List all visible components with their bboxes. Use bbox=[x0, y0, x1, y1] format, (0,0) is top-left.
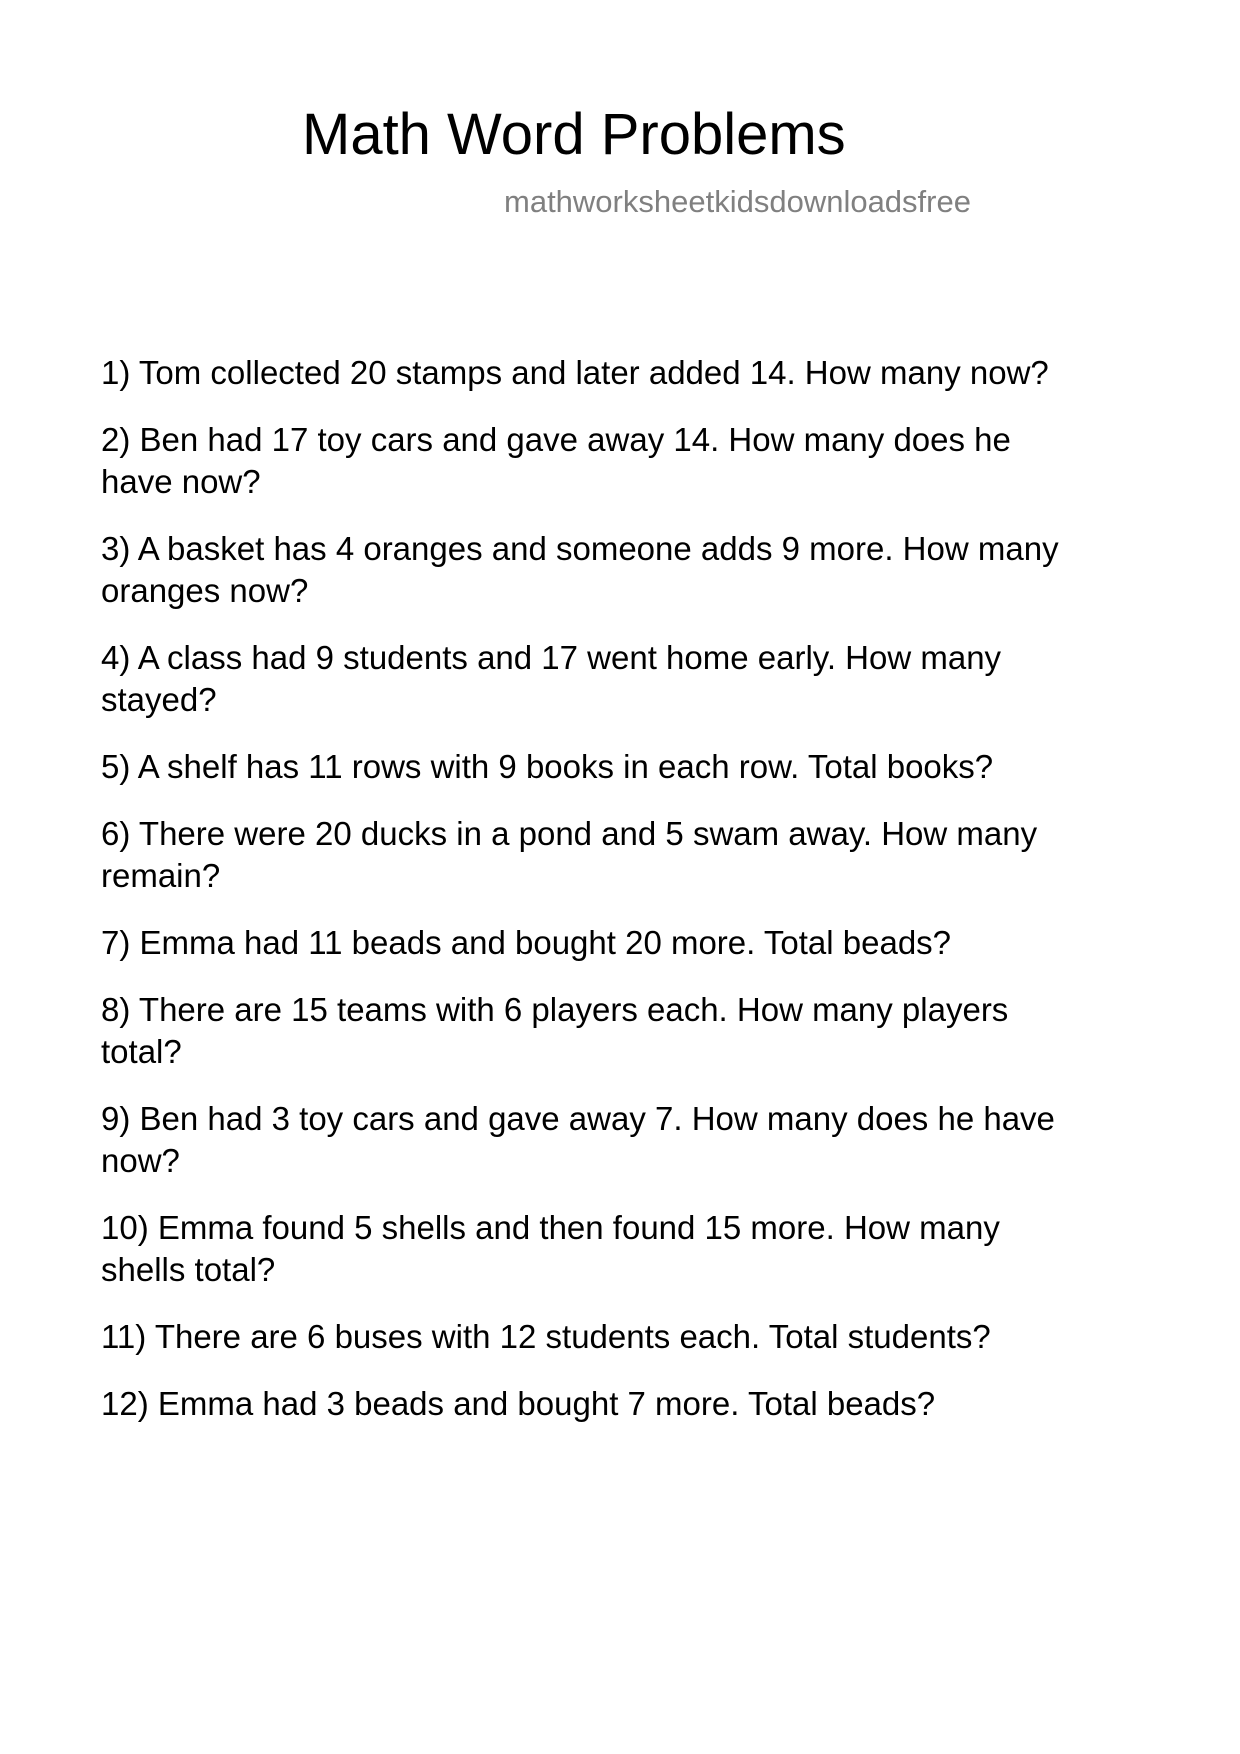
problem-item bbox=[101, 1383, 1181, 1425]
problem-item bbox=[101, 1207, 1181, 1291]
problem-item bbox=[101, 1098, 1181, 1182]
problem-text-line: 7) Emma had 11 beads and bought 20 more. Total beads? bbox=[101, 924, 952, 961]
problem-item bbox=[101, 989, 1181, 1073]
problem-item bbox=[101, 419, 1181, 503]
problem-text-line: have now? bbox=[101, 463, 261, 500]
problem-item bbox=[101, 637, 1181, 721]
problem-text-line: stayed? bbox=[101, 681, 217, 718]
problem-text-line: 8) There are 15 teams with 6 players each. How many players bbox=[101, 991, 1009, 1028]
problem-text-line: 4) A class had 9 students and 17 went home early. How many bbox=[101, 639, 1002, 676]
problem-item bbox=[101, 528, 1181, 612]
problem-text-line: shells total? bbox=[101, 1251, 276, 1288]
problem-text-line: 12) Emma had 3 beads and bought 7 more. Total beads? bbox=[101, 1385, 936, 1422]
problem-item bbox=[101, 746, 1181, 788]
problem-text-line: remain? bbox=[101, 857, 221, 894]
problem-text-line: 10) Emma found 5 shells and then found 15 more. How many bbox=[101, 1209, 1000, 1246]
problem-text-line: 5) A shelf has 11 rows with 9 books in each row. Total books? bbox=[101, 748, 994, 785]
source-subtitle: mathworksheetkidsdownloadsfree bbox=[504, 184, 971, 219]
problem-text-line: 9) Ben had 3 toy cars and gave away 7. How many does he have bbox=[101, 1100, 1055, 1137]
problem-item bbox=[101, 352, 1181, 394]
problem-text-line: 11) There are 6 buses with 12 students each. Total students? bbox=[101, 1318, 991, 1355]
problem-text-line: 3) A basket has 4 oranges and someone adds 9 more. How many bbox=[101, 530, 1059, 567]
problem-text-line: now? bbox=[101, 1142, 180, 1179]
problem-list bbox=[101, 352, 1181, 1450]
problem-text-line: 6) There were 20 ducks in a pond and 5 swam away. How many bbox=[101, 815, 1038, 852]
problem-text-line: 2) Ben had 17 toy cars and gave away 14. How many does he bbox=[101, 421, 1011, 458]
problem-item bbox=[101, 922, 1181, 964]
problem-text-line: total? bbox=[101, 1033, 182, 1070]
problem-item bbox=[101, 1316, 1181, 1358]
problem-text-line: 1) Tom collected 20 stamps and later added 14. How many now? bbox=[101, 354, 1049, 391]
problem-text-line: oranges now? bbox=[101, 572, 309, 609]
problem-item bbox=[101, 813, 1181, 897]
page-title: Math Word Problems bbox=[302, 102, 846, 167]
